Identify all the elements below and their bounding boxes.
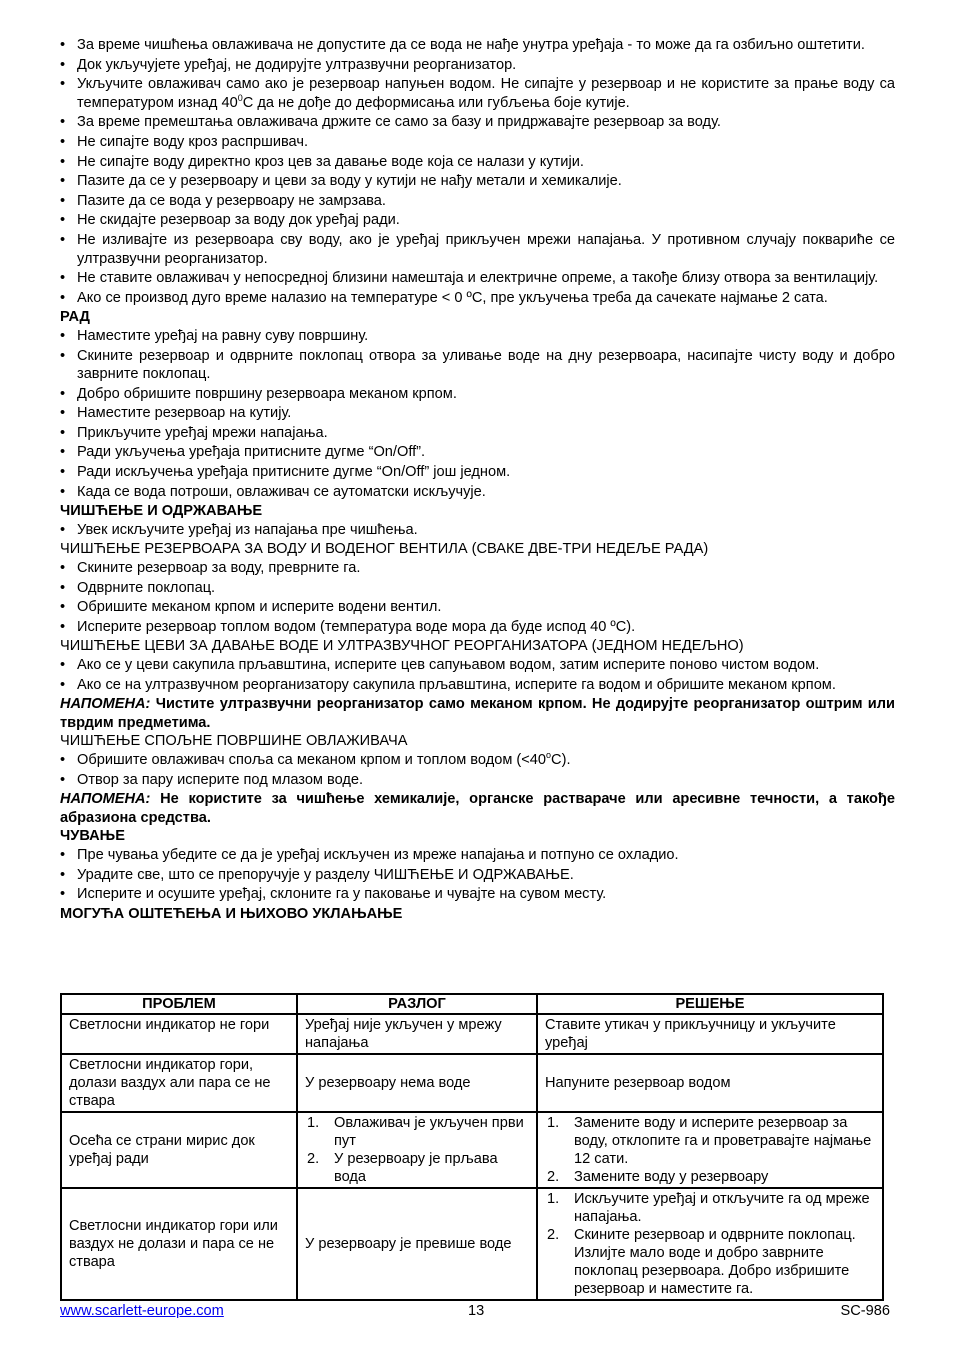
list-item-text: Искључите уређај и откључите га од мреже напајања. bbox=[574, 1191, 870, 1225]
table-cell-solution: Напуните резервоар водом bbox=[537, 1054, 883, 1112]
list-item: • Наместите резервоар на кутију. bbox=[60, 404, 895, 423]
list-item: • Не изливајте из резервоара сву воду, ако је уређај прикључен мрежи напајања. У противном случају покварићe се ултразвучни реорганизатор. bbox=[60, 231, 895, 268]
list-item: • Исперите и осушите уређај, склоните га у паковање и чувајте на сувом месту. bbox=[60, 885, 895, 904]
subheading-pipe-cleaning: ЧИШЋЕЊЕ ЦЕВИ ЗА ДАВАЊЕ ВОДЕ И УЛТРАЗВУЧНОГ РЕОРГАНИЗАТОРА (ЈЕДНОМ НЕДЕЉНО) bbox=[60, 638, 744, 655]
intro-bullet-list bbox=[60, 36, 895, 307]
list-item: • Скините резервоар за воду, преврните га. bbox=[60, 559, 895, 578]
table-cell-solution bbox=[537, 1112, 883, 1188]
list-item: • Прикључите уређај мрежи напајања. bbox=[60, 424, 895, 443]
note-label: НАПОМЕНА: bbox=[60, 696, 151, 713]
cleaning-bullet-list bbox=[60, 521, 895, 540]
degree-superscript: 0 bbox=[237, 92, 243, 103]
list-item-text: Скините резервоар и одврните поклопац. Излијте мало воде и добро заврните поклопац резервоара. Добро избришите резервоар и наместите га. bbox=[574, 1227, 856, 1297]
list-item-text: C). bbox=[551, 751, 571, 768]
list-item bbox=[545, 1114, 875, 1168]
table-cell-reason: У резервоару је превише воде bbox=[297, 1188, 537, 1300]
table-cell-problem: Осећа се страни мирис док уређај ради bbox=[61, 1112, 297, 1188]
table-cell-solution: Ставите утикач у прикључницу и укључите уређај bbox=[537, 1014, 883, 1054]
list-item bbox=[305, 1114, 529, 1150]
list-item: • За време премештања овлаживача држите се само за базу и придржавајте резервоар за воду. bbox=[60, 113, 895, 132]
list-item: • Ради укључења уређаја притисните дугме “On/Off”. bbox=[60, 443, 895, 462]
list-item: • Пазите да се у резервоару и цеви за воду у кутији не нађу метали и хемикалије. bbox=[60, 172, 895, 191]
section-heading-troubleshooting: МОГУЋА ОШТЕЋЕЊА И ЊИХОВО УКЛАЊАЊЕ bbox=[60, 905, 403, 922]
list-item: • Ако се производ дуго време налазио на температуре < 0 ºC, пре укључења треба да сачекате најмање 2 сата. bbox=[60, 289, 895, 308]
section-heading-storage: ЧУВАЊЕ bbox=[60, 828, 125, 845]
note-ultrasonic bbox=[60, 695, 895, 732]
troubleshooting-table bbox=[60, 993, 884, 1301]
model-number: SC-986 bbox=[840, 1303, 890, 1319]
tank-bullet-list bbox=[60, 559, 895, 636]
table-cell-problem: Светлосни индикатор гори или ваздух не долази и пара се не ствара bbox=[61, 1188, 297, 1300]
subheading-tank-cleaning: ЧИШЋЕЊЕ РЕЗЕРВОАРА ЗА ВОДУ И ВОДЕНОГ ВЕНТИЛА (СВАКЕ ДВЕ-ТРИ НЕДЕЉЕ РАДА) bbox=[60, 541, 709, 558]
page-footer bbox=[60, 1303, 890, 1323]
list-item-text: Обришите овлаживач споља са меканом крпом и топлом водом (<40 bbox=[77, 751, 547, 768]
table-row bbox=[61, 1112, 883, 1188]
list-item bbox=[545, 1190, 875, 1226]
section-heading-rad: РАД bbox=[60, 309, 90, 326]
table-cell-reason: Уређај није укључен у мрежу напајања bbox=[297, 1014, 537, 1054]
list-number: 2. bbox=[547, 1227, 560, 1243]
numbered-list bbox=[545, 1190, 875, 1298]
list-item: • Наместите уређај на равну суву површину. bbox=[60, 327, 895, 346]
list-item: • Увек искључите уређај из напајања пре чишћења. bbox=[60, 521, 895, 540]
note-text: Чистите ултразвучни реорганизатор само меканом крпом. Не додирујте реорганизатор оштрим или тврдим предметима. bbox=[60, 696, 895, 731]
page-content bbox=[60, 36, 895, 923]
list-item bbox=[60, 75, 895, 112]
list-item: • Урадите све, што се препоручује у разделу ЧИШЋЕЊЕ И ОДРЖАВАЊЕ. bbox=[60, 866, 895, 885]
list-item: • Пазите да се вода у резервоару не замрзава. bbox=[60, 192, 895, 211]
list-item: • Отвор за пару исперите под млазом воде. bbox=[60, 771, 895, 790]
column-header-solution: РЕШЕЊЕ bbox=[537, 994, 883, 1014]
list-item-text: Замените воду и исперите резервоар за воду, отклопите га и проветравајте најмање 12 сати. bbox=[574, 1115, 872, 1167]
list-item bbox=[305, 1150, 529, 1186]
subheading-outer-cleaning: ЧИШЋЕЊЕ СПОЉНЕ ПОВРШИНЕ ОВЛАЖИВАЧА bbox=[60, 733, 408, 750]
list-item: • Исперите резервоар топлом водом (температура воде мора да буде испод 40 ºC). bbox=[60, 618, 895, 637]
outer-bullet-list bbox=[60, 751, 895, 789]
list-item-text: Овлаживач је укључен први пут bbox=[334, 1115, 524, 1149]
degree-superscript: o bbox=[546, 750, 552, 761]
list-item-text: Укључите овлаживач само ако је резервоар напуњен водом. Не сипајте у резервоар и не користите за прање воду са температуром изнад 40 bbox=[77, 76, 895, 111]
list-item: • Одврните поклопац. bbox=[60, 579, 895, 598]
pipe-bullet-list bbox=[60, 656, 895, 694]
list-item-text: У резервоару је прљава вода bbox=[334, 1151, 498, 1185]
list-item bbox=[60, 751, 895, 770]
storage-bullet-list bbox=[60, 846, 895, 904]
table-cell-reason bbox=[297, 1112, 537, 1188]
rad-bullet-list bbox=[60, 327, 895, 501]
numbered-list bbox=[305, 1114, 529, 1186]
website-link[interactable]: www.scarlett-europe.com bbox=[60, 1303, 224, 1319]
list-item: • Док укључујете уређај, не додирујте ултразвучни реорганизатор. bbox=[60, 56, 895, 75]
note-label: НАПОМЕНА: bbox=[60, 791, 151, 808]
list-item: • Не сипајте воду директно кроз цев за давање воде која се налази у кутији. bbox=[60, 153, 895, 172]
section-heading-cleaning: ЧИШЋЕЊЕ И ОДРЖАВАЊЕ bbox=[60, 503, 263, 520]
table-cell-problem: Светлосни индикатор гори, долази ваздух али пара се не ствара bbox=[61, 1054, 297, 1112]
list-item-text: Замените воду у резервоару bbox=[574, 1169, 769, 1185]
table-cell-problem: Светлосни индикатор не гори bbox=[61, 1014, 297, 1054]
list-item: • Ради искључења уређаја притисните дугме “On/Off” још једном. bbox=[60, 463, 895, 482]
note-chemicals bbox=[60, 790, 895, 827]
list-number: 1. bbox=[547, 1115, 560, 1131]
list-item: • Не сипајте воду кроз распршивач. bbox=[60, 133, 895, 152]
table-row bbox=[61, 1014, 883, 1054]
list-number: 2. bbox=[547, 1169, 560, 1185]
column-header-reason: РАЗЛОГ bbox=[297, 994, 537, 1014]
numbered-list bbox=[545, 1114, 875, 1186]
table-header-row bbox=[61, 994, 883, 1014]
list-item: • Када се вода потроши, овлаживач се аутоматски искључује. bbox=[60, 483, 895, 502]
column-header-problem: ПРОБЛЕМ bbox=[61, 994, 297, 1014]
table-cell-reason: У резервоару нема воде bbox=[297, 1054, 537, 1112]
list-item: • Пре чувања убедите се да је уређај искључен из мреже напајања и потпуно се охладио. bbox=[60, 846, 895, 865]
list-item: • Ако се у цеви сакупила прљавштина, исперите цев сапуњавом водом, затим исперите поново чистом водом. bbox=[60, 656, 895, 675]
list-item bbox=[545, 1226, 875, 1298]
table-row bbox=[61, 1188, 883, 1300]
list-number: 1. bbox=[547, 1191, 560, 1207]
page-number: 13 bbox=[468, 1303, 485, 1319]
list-number: 2. bbox=[307, 1151, 320, 1167]
list-item: • Скините резервоар и одврните поклопац отвора за уливање воде на дну резервоара, насипајте чисту воду и добро заврните поклопац. bbox=[60, 347, 895, 384]
list-item: • Обришите меканом крпом и исперите водени вентил. bbox=[60, 598, 895, 617]
list-item: • Добро обришите површину резервоара меканом крпом. bbox=[60, 385, 895, 404]
list-item: • За време чишћења овлаживача не допустите да се вода не нађе унутра уређаја - то може да га озбиљно оштетити. bbox=[60, 36, 895, 55]
note-text: Не користите за чишћење хемикалије, органске раствараче или аресивне течности, а такође абразиона средства. bbox=[60, 791, 895, 826]
table-row bbox=[61, 1054, 883, 1112]
list-item: • Ако се на ултразвучном реорганизатору сакупила прљавштина, исперите га водом и обришите меканом крпом. bbox=[60, 676, 895, 695]
list-item: • Не ставите овлаживач у непосредној близини намештаја и електричне опреме, а такође близу отвора за вентилацију. bbox=[60, 269, 895, 288]
list-number: 1. bbox=[307, 1115, 320, 1131]
list-item bbox=[545, 1168, 875, 1186]
list-item: • Не скидајте резервоар за воду док уређај ради. bbox=[60, 211, 895, 230]
list-item-text: C да не дође до деформисања или губљења боје кутије. bbox=[242, 94, 630, 111]
table-cell-solution bbox=[537, 1188, 883, 1300]
